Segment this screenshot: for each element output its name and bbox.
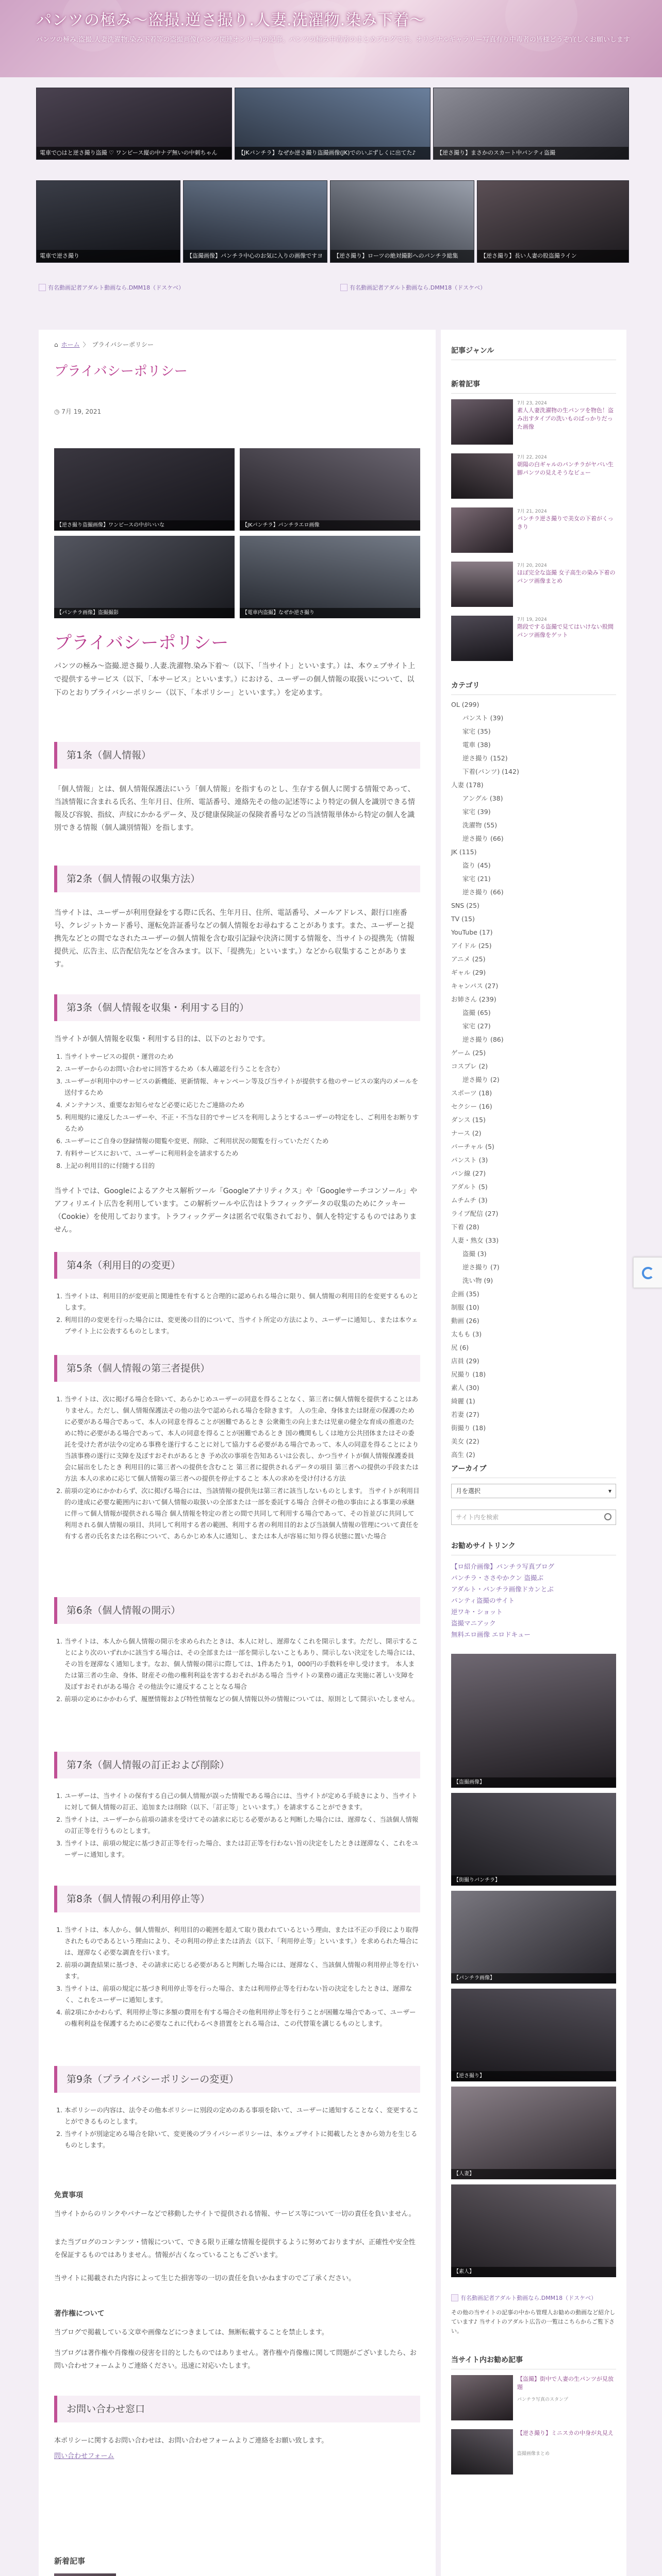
- side-feature-thumb[interactable]: [451, 1654, 616, 1788]
- category-item[interactable]: YouTube (17): [451, 928, 493, 936]
- site-title[interactable]: パンツの極み～盗撮.逆さ撮り.人妻.洗濯物.染み下着～: [36, 11, 426, 29]
- category-item[interactable]: 美女 (22): [451, 1437, 479, 1445]
- section-body: 当サイトでは、Googleによるアクセス解析ツール「Googleアナリティクス」や「Googleサーチコンソール」やアフィリエイト広告を利用しています。この解析ツールや広告はトラフィックデータの収集のためにクッキー（Cookie）を使用しております。トラフィックデータは匿名で収集されており、個人を特定するものではありません。: [54, 1187, 418, 1234]
- contact-heading: お問い合わせ窓口: [54, 2396, 420, 2422]
- thumb-caption: 【逆さ撮り】: [451, 2071, 616, 2081]
- side-feature-thumb[interactable]: [451, 1891, 616, 1984]
- category-item[interactable]: 綺麗 (1): [451, 1397, 475, 1405]
- chevron-down-icon: ▾: [608, 1487, 611, 1495]
- post-title-link[interactable]: 朝陽の白ギャルのパンチラがヤバい生脚パンツの見えそうなビュー: [517, 461, 614, 476]
- category-item[interactable]: 尻 (6): [451, 1344, 469, 1351]
- thumb-caption: 【街撮りパンチラ】: [451, 1875, 616, 1886]
- category-item[interactable]: 洗い物 (9): [462, 1277, 493, 1284]
- section-list: [64, 1291, 420, 1338]
- list-item: 1. 当サイトは、本人から、個人情報が、利用目的の範囲を超えて取り扱われているという理由、または不正の手段により取得されたものであるという理由により、その利用の停止または消去（以下、「利用停止等」といいます。）を求められた場合には、遅滞なく必要な調査を行います。: [64, 1924, 420, 1958]
- category-item[interactable]: ゲーム (25): [451, 1049, 486, 1057]
- breadcrumb-home[interactable]: ホーム: [61, 341, 80, 348]
- side-feature-thumb[interactable]: [451, 1793, 616, 1886]
- category-item[interactable]: 人妻 (178): [451, 781, 484, 789]
- section-heading: 第6条（個人情報の開示）: [54, 1597, 420, 1624]
- category-item[interactable]: コスプレ (2): [451, 1062, 488, 1070]
- category-heading: カテゴリ: [451, 680, 616, 695]
- header-pick-title: 【逆さ撮り】まさかのスカート中パンティ盗撮: [434, 147, 628, 159]
- banner-image-icon: [340, 284, 347, 291]
- list-item: 4. メンテナンス、重要なお知らせなど必要に応じたご連絡のため: [64, 1099, 420, 1111]
- policy-intro: パンツの極み～盗撮.逆さ撮り.人妻.洗濯物.染み下着～（以下、「当サイト」といいます。）は、本ウェブサイト上で提供するサービス（以下、「本サービス」といいます。）における、ユーザーの個人情報の取扱いについて、以下のとおりプライバシーポリシー（以下、「本ポリシー」といいます。）を定めます。: [54, 662, 416, 697]
- mutual-link[interactable]: 無料エロ画像 エロドキュー: [451, 1631, 531, 1638]
- header-pick[interactable]: [330, 180, 474, 263]
- ad-banner[interactable]: [451, 2293, 597, 2303]
- banner-label: 有名動画記者アダルト動画なら.DMM18（ドスケベ）: [350, 284, 486, 291]
- category-item[interactable]: JK (115): [451, 848, 477, 856]
- category-item[interactable]: 家宅 (39): [462, 808, 491, 816]
- category-item[interactable]: パンスト (3): [451, 1156, 488, 1164]
- section-heading: 第5条（個人情報の第三者提供）: [54, 1355, 420, 1382]
- breadcrumb: [54, 340, 154, 349]
- section-list: [64, 1790, 420, 1861]
- section-list: [64, 1394, 420, 1543]
- category-item[interactable]: スポーツ (18): [451, 1089, 492, 1097]
- copyright-heading: 著作権について: [54, 2310, 105, 2318]
- recommended-heading: 当サイト内お勧め記事: [451, 2354, 616, 2369]
- category-item[interactable]: 下着(パンツ) (142): [462, 768, 519, 775]
- mutual-link[interactable]: 逆ワキ・ショット: [451, 1608, 503, 1616]
- list-item: 2. 当サイトが別途定める場合を除いて、変更後のプライバシーポリシーは、本ウェブサイトに掲載したときから効力を生じるものとします。: [64, 2128, 420, 2151]
- mutual-link[interactable]: 盗撮マニアック: [451, 1619, 496, 1627]
- header-pick-title: 【盗撮画像】パンチラ中心のお気に入りの画像ですヨ: [184, 250, 327, 262]
- category-item[interactable]: 逆さ撮り (66): [462, 835, 504, 842]
- category-item[interactable]: 家宅 (35): [462, 727, 491, 735]
- category-item[interactable]: 店員 (29): [451, 1357, 479, 1365]
- thumb-caption: 【JKパンチラ】パンチラエロ画像: [240, 520, 420, 531]
- side-feature-thumb[interactable]: [451, 2087, 616, 2179]
- category-item[interactable]: 逆さ撮り (152): [462, 754, 508, 762]
- search-icon[interactable]: [604, 1513, 611, 1520]
- thumb-caption: 【電車内盗撮】なぜか逆さ撮り: [240, 608, 420, 618]
- list-item: 2. ユーザーからのお問い合わせに回答するため（本人確認を行うことを含む）: [64, 1063, 420, 1075]
- home-icon: ⌂: [54, 341, 58, 348]
- mutual-links: [451, 1561, 616, 1640]
- category-item[interactable]: 家宅 (21): [462, 875, 491, 883]
- banner-label: 有名動画記者アダルト動画なら.DMM18（ドスケベ）: [48, 284, 185, 291]
- list-item[interactable]: [451, 562, 616, 613]
- category-item[interactable]: 逆さ撮り (7): [462, 1263, 500, 1271]
- post-title-link[interactable]: 素人人妻洗濯物の生パンツを物色！盗み出すタイプの洗いものばっかりだった画像: [517, 407, 614, 430]
- breadcrumb-current: プライバシーポリシー: [92, 341, 154, 348]
- category-item[interactable]: 逆さ撮り (2): [462, 1076, 500, 1083]
- category-item[interactable]: 盗り (45): [462, 861, 491, 869]
- list-item: 1. 当サイトは、本人から個人情報の開示を求められたときは、本人に対し、遅滞なくこれを開示します。ただし、開示することにより次のいずれかに該当する場合は、その全部または一部を開示しないこともあり、開示しない決定をした場合には、その旨を遅滞なく通知します。なお、個人情報の開示に際しては、1件あたり1，000円の手数料を申し受けます。 本人または第三者の生命、身体、財産その他の権利利益を害するおそれがある場合 当サイトの業務の適正な実施に著しい支障を及ぼすおそれがある場合 その他法令に違反することとなる場合: [64, 1636, 420, 1692]
- post-title-link[interactable]: 階段でする盗撮で見てはいけない股間パンツ画像をゲット: [517, 623, 614, 638]
- category-item[interactable]: お姉さん (239): [451, 995, 496, 1003]
- category-item[interactable]: 太もも (3): [451, 1330, 482, 1338]
- list-item[interactable]: [451, 616, 616, 667]
- category-item[interactable]: 動画 (26): [451, 1317, 479, 1325]
- header-pick[interactable]: [433, 88, 629, 160]
- list-item: 3. 当サイトは、前項の規定に基づき訂正等を行った場合、または訂正等を行わない旨の決定をしたときは遅滞なく、これをユーザーに通知します。: [64, 1838, 420, 1860]
- post-thumbnail[interactable]: [54, 2573, 116, 2576]
- category-item[interactable]: ダンス (15): [451, 1116, 486, 1124]
- section-heading: 第9条（プライバシーポリシーの変更）: [54, 2066, 420, 2093]
- header-pick-title: 【逆さ撮り】長い人妻の股盗撮ライン: [477, 250, 628, 262]
- thumb-card[interactable]: [240, 536, 420, 618]
- side-feature-thumb[interactable]: [451, 1989, 616, 2081]
- copyright-body: 当ブログは著作権や肖像権の侵害を目的としたものではありません。著作権や肖像権に関して問題がございましたら、お問い合わせフォームよりご連絡ください。迅速に対応いたします。: [54, 2349, 417, 2370]
- category-item[interactable]: 洗濯物 (55): [462, 821, 498, 829]
- contact-body: 本ポリシーに関するお問い合わせは、お問い合わせフォームよりご連絡をお願い致します。: [54, 2437, 328, 2445]
- ad-banner[interactable]: [39, 282, 184, 293]
- post-title-link[interactable]: パンチラ逆さ撮りで美女の下着がくっきり: [517, 515, 614, 530]
- list-item[interactable]: [451, 399, 616, 451]
- thumb-caption: 【パンチラ画像】盗撮撮影: [54, 608, 235, 618]
- search-placeholder: サイト内を検索: [456, 1514, 499, 1521]
- section-heading: 第2条（個人情報の収集方法）: [54, 866, 420, 892]
- section-heading: 第7条（個人情報の訂正および削除）: [54, 1752, 420, 1778]
- category-item[interactable]: 制服 (10): [451, 1303, 479, 1311]
- post-thumbnail[interactable]: [451, 2375, 513, 2420]
- section-body: 当サイトは、ユーザーが利用登録をする際に氏名、生年月日、住所、電話番号、メールアドレス、銀行口座番号、クレジットカード番号、運転免許証番号などの個人情報をお尋ねすることがあります。また、ユーザーと提携先などとの間でなされたユーザーの個人情報を含む取引記録や決済に関する情報を、当サイトの提携先（情報提供元、広告主、広告配信先などを含みます。以下、「提携先」といいます。）などから収集することがあります。: [54, 909, 415, 969]
- category-item[interactable]: OL (299): [451, 701, 479, 708]
- list-item: 8. 上記の利用目的に付随する目的: [64, 1160, 420, 1172]
- disclaimer-body: 当サイトからのリンクやバナーなどで移動したサイトで提供される情報、サービス等について一切の責任を負いません。: [54, 2210, 416, 2218]
- category-item[interactable]: ギャル (29): [451, 969, 486, 976]
- thumb-card[interactable]: [54, 448, 235, 531]
- list-item: 7. 有料サービスにおいて、ユーザーに利用料金を請求するため: [64, 1148, 420, 1159]
- list-item: 2. 前項の定めにかかわらず、履歴情報および特性情報などの個人情報以外の情報については、原則として開示いたしません。: [64, 1693, 420, 1705]
- category-item[interactable]: 電車 (38): [462, 741, 491, 749]
- banner-label: 有名動画記者アダルト動画なら.DMM18（ドスケベ）: [460, 2295, 597, 2301]
- site-description: パンツの極み.盗撮.人妻洗濯物.染み下着等の盗撮画像(パンツ関連オンリー)の記事。パンツの極み中毒者のまとめブログです。オリジナルギャラリー写真有り中毒者の皆様どうぞ宜しくお願いします: [36, 36, 630, 44]
- post-date: [54, 407, 101, 416]
- thumb-card[interactable]: [240, 448, 420, 531]
- list-item[interactable]: [54, 2573, 420, 2576]
- list-item: 2. 利用目的の変更を行った場合には、変更後の目的について、当サイト所定の方法により、ユーザーに通知し、または本ウェブサイト上に公表するものとします。: [64, 1314, 420, 1337]
- list-item[interactable]: [451, 453, 616, 505]
- category-item[interactable]: 逆さ撮り (66): [462, 888, 504, 896]
- thumb-caption: 【逆さ撮り盗撮画像】ワンピースの中がいいな: [54, 520, 235, 531]
- archive-select-value: 月を選択: [456, 1487, 481, 1495]
- post-meta: 盗撮画像まとめ: [517, 2451, 550, 2456]
- post-meta: パンチラ写真のスタンプ: [517, 2397, 569, 2402]
- post-title-link[interactable]: ほぼ完全な盗撮 女子高生の染み下着のパンツ画像まとめ: [517, 569, 616, 584]
- post-date: 7月 19, 2024: [517, 617, 547, 622]
- category-item[interactable]: アダルト (5): [451, 1183, 488, 1191]
- side-feature-thumb[interactable]: [451, 2184, 616, 2277]
- post-date: 7月 23, 2024: [517, 401, 547, 406]
- banner-image-icon: [451, 2294, 458, 2301]
- thumb-card[interactable]: [54, 536, 235, 618]
- category-item[interactable]: ライブ配信 (27): [451, 1210, 499, 1217]
- footer-new-heading: 新着記事: [54, 2556, 86, 2566]
- side-note: その他の当サイトの記事の中から管理人お勧めの動画など紹介しています♪ 当サイトのアダルト広告の一覧はこちらからご覧下さい。: [451, 2309, 616, 2334]
- site-header: [0, 0, 662, 77]
- post-thumbnail[interactable]: [451, 616, 513, 661]
- thumb-caption: 【素人】: [451, 2267, 616, 2277]
- header-pick-title: 電車で逆さ撮り: [37, 250, 180, 262]
- post-thumbnail[interactable]: [451, 399, 513, 445]
- list-item: 6. ユーザーにご自身の登録情報の閲覧や変更、削除、ご利用状況の閲覧を行っていただくため: [64, 1136, 420, 1147]
- sidebar: [441, 330, 626, 2576]
- thumb-caption: 【パンチラ画像】: [451, 1973, 616, 1984]
- header-pick[interactable]: [477, 180, 629, 263]
- list-item: 5. 利用規約に違反したユーザーや、不正・不当な目的でサービスを利用しようとするユーザーの特定をし、ご利用をお断りするため: [64, 1112, 420, 1134]
- category-item[interactable]: ナース (2): [451, 1129, 482, 1137]
- list-item: 3. 当サイトは、前項の規定に基づき利用停止等を行った場合、または利用停止等を行わない旨の決定をしたときは、遅滞なく、これをユーザーに通知します。: [64, 1983, 420, 2006]
- category-item[interactable]: 逆さ撮り (86): [462, 1036, 504, 1043]
- ad-banner[interactable]: [340, 282, 486, 293]
- list-item: 1. 本ポリシーの内容は、法令その他本ポリシーに別段の定めのある事項を除いて、ユーザーに通知することなく、変更することができるものとします。: [64, 2105, 420, 2127]
- category-item[interactable]: 人妻・熟女 (33): [451, 1236, 499, 1244]
- section-heading: 第4条（利用目的の変更）: [54, 1252, 420, 1279]
- category-item[interactable]: 家宅 (27): [462, 1022, 491, 1030]
- list-item: 1. 当サイトは、次に掲げる場合を除いて、あらかじめユーザーの同意を得ることなく、第三者に個人情報を提供することはありません。ただし、個人情報保護法その他の法令で認められる場合を除きます。 人の生命、身体または財産の保護のために必要がある場合であって、本人の同意を得ることが困難であるとき 公衆衛生の向上または児童の健全な育成の推進のために特に必要がある場合であって、本人の同意を得ることが困難であるとき 国の機関もしくは地方公共団体またはその委託を受けた者が法令の定める事務を遂行することに対して協力する必要がある場合であって、本人の同意を得ることにより当該事務の遂行に支障を及ぼすおそれがあるとき 予め次の事項を告知あるいは公表し、かつ当サイトが個人情報保護委員会に届出をしたとき 利用目的に第三者への提供を含むこと 第三者に提供されるデータの項目 第三者への提供の手段または方法 本人の求めに応じて個人情報の第三者への提供を停止すること 本人の求めを受け付ける方法: [64, 1394, 420, 1484]
- archive-select[interactable]: [451, 1484, 616, 1498]
- category-item[interactable]: SNS (25): [451, 902, 479, 909]
- category-item[interactable]: アニメ (25): [451, 955, 486, 963]
- category-item[interactable]: パン線 (27): [451, 1170, 486, 1177]
- category-item[interactable]: アイドル (25): [451, 942, 492, 950]
- category-item[interactable]: 若妻 (27): [451, 1411, 479, 1418]
- header-pick[interactable]: [235, 88, 431, 160]
- list-item: 1. 当サイトサービスの提供・運営のため: [64, 1051, 420, 1062]
- category-item[interactable]: バーチャル (5): [451, 1143, 494, 1150]
- category-item[interactable]: 企画 (35): [451, 1290, 479, 1298]
- mutual-link[interactable]: 【ロ紹介画像】パンチラ写真ブログ: [451, 1563, 555, 1570]
- disclaimer-body: また当ブログのコンテンツ・情報について、できる限り正確な情報を提供するように努めておりますが、正確性や安全性を保証するものではありません。情報が古くなっていることもございます。: [54, 2239, 416, 2259]
- post-date: 7月 21, 2024: [517, 509, 547, 514]
- list-item[interactable]: [451, 2429, 616, 2481]
- list-item: 3. ユーザーが利用中のサービスの新機能、更新情報、キャンペーン等及び当サイトが提供する他のサービスの案内のメールを送付するため: [64, 1076, 420, 1098]
- category-item[interactable]: セクシー (16): [451, 1103, 492, 1110]
- section-heading: 第8条（個人情報の利用停止等）: [54, 1886, 420, 1912]
- genre-heading: 記事ジャンル: [451, 345, 616, 360]
- section-body: 当サイトが個人情報を収集・利用する目的は、以下のとおりです。: [54, 1035, 270, 1043]
- section-heading: 第3条（個人情報を収集・利用する目的）: [54, 994, 420, 1021]
- category-item[interactable]: キャンパス (27): [451, 982, 499, 990]
- category-item[interactable]: ムチムチ (3): [451, 1196, 488, 1204]
- post-thumbnail[interactable]: [451, 507, 513, 553]
- post-title: プライバシーポリシー: [54, 364, 188, 379]
- banner-image-icon: [39, 284, 46, 291]
- header-pick-title: 電車で○はと逆さ撮り盗撮 ♡ ワンピース縦の中ナデ無いの中刺ちゃん: [37, 147, 231, 159]
- purpose-list: [64, 1051, 420, 1173]
- category-item[interactable]: アングル (38): [462, 794, 503, 802]
- post-thumbnail[interactable]: [451, 453, 513, 499]
- category-item[interactable]: 街撮り (18): [451, 1424, 486, 1432]
- category-list: [451, 698, 616, 1462]
- post-date: 7月 20, 2024: [517, 563, 547, 568]
- category-item[interactable]: 高生 (2): [451, 1451, 475, 1459]
- clock-icon: ◷: [54, 408, 62, 415]
- recaptcha-icon: [642, 1267, 654, 1279]
- header-pick-title: 【JKパンチラ】なぜか逆さ撮り盗撮画像(JK)でのいぷずしくに出てた♪: [235, 147, 430, 159]
- list-item: 1. ユーザーは、当サイトの保有する自己の個人情報が誤った情報である場合には、当サイトが定める手続きにより、当サイトに対して個人情報の訂正、追加または削除（以下、「訂正等」といいます。）を請求することができます。: [64, 1790, 420, 1813]
- category-item[interactable]: 盗撮 (65): [462, 1009, 491, 1016]
- section-list: [64, 1924, 420, 2030]
- disclaimer-heading: 免責事項: [54, 2191, 83, 2199]
- thumb-caption: 【盗撮画像】: [451, 1777, 616, 1788]
- list-item: 2. 前項の調査結果に基づき、その請求に応じる必要があると判断した場合には、遅滞なく、当該個人情報の利用停止等を行います。: [64, 1959, 420, 1982]
- category-item[interactable]: TV (15): [451, 915, 475, 923]
- post-title-link[interactable]: 【逆さ撮り】ミニスカの中身が丸見え: [517, 2430, 614, 2436]
- list-item[interactable]: [451, 507, 616, 559]
- section-body: 「個人情報」とは、個人情報保護法にいう「個人情報」を指すものとし、生存する個人に関する情報であって、当該情報に含まれる氏名、生年月日、住所、電話番号、連絡先その他の記述等により特定の個人を識別できる情報及び容貌、指紋、声紋にかかるデータ、及び健康保険証の保険者番号などの当該情報単体から特定の個人を識別できる情報（個人識別情報）を指します。: [54, 785, 415, 832]
- category-item[interactable]: 下着 (28): [451, 1223, 479, 1231]
- list-item: 2. 当サイトは、ユーザーから前項の請求を受けてその請求に応じる必要があると判断した場合には、遅滞なく、当該個人情報の訂正等を行うものとします。: [64, 1814, 420, 1837]
- breadcrumb-separator: 〉: [82, 341, 89, 348]
- archive-heading: アーカイブ: [451, 1463, 616, 1478]
- mutual-link[interactable]: パンチラ・ささやかクン 盗撮ぶ: [451, 1574, 543, 1582]
- disclaimer-body: 当サイトに掲載された内容によって生じた損害等の一切の責任を負いかねますのでご了承ください。: [54, 2275, 356, 2282]
- category-item[interactable]: 尻撮り (18): [451, 1370, 486, 1378]
- category-item[interactable]: 盗撮 (3): [462, 1250, 487, 1258]
- post-thumbnail[interactable]: [451, 2429, 513, 2475]
- header-pick[interactable]: [183, 180, 327, 263]
- policy-heading: プライバシーポリシー: [54, 633, 229, 653]
- header-pick-title: 【逆さ撮り】ローツの絶対撮影へのパンチラ総集: [330, 250, 474, 262]
- main-content: [39, 330, 436, 2576]
- list-item[interactable]: [451, 2375, 616, 2427]
- search-input[interactable]: [451, 1510, 616, 1525]
- post-date-value: 7月 19, 2021: [61, 408, 102, 415]
- list-item: 1. 当サイトは、利用目的が変更前と関連性を有すると合理的に認められる場合に限り、個人情報の利用目的を変更するものとします。: [64, 1291, 420, 1313]
- category-item[interactable]: パンスト (39): [462, 714, 504, 722]
- header-pick[interactable]: [36, 88, 232, 160]
- recaptcha-badge[interactable]: [633, 1257, 662, 1288]
- category-item[interactable]: 素人 (30): [451, 1384, 479, 1392]
- header-pick[interactable]: [36, 180, 180, 263]
- section-list: [64, 2105, 420, 2152]
- post-title-link[interactable]: 【盗撮】街中で人妻の生パンツが見放題: [517, 2376, 614, 2391]
- list-item: 4. 前2項にかかわらず、利用停止等に多額の費用を有する場合その他利用停止等を行うことが困難な場合であって、ユーザーの権利利益を保護するために必要なこれに代わるべき措置をとれる場合は、この代替策を講じるものとします。: [64, 2007, 420, 2029]
- thumb-caption: 【人妻】: [451, 2169, 616, 2179]
- post-date: 7月 22, 2024: [517, 455, 547, 460]
- section-heading: 第1条（個人情報）: [54, 742, 420, 769]
- post-thumbnail[interactable]: [451, 562, 513, 607]
- mutual-link[interactable]: アダルト・パンチラ画像ドカンとぶ: [451, 1585, 554, 1593]
- new-posts-heading: 新着記事: [451, 379, 616, 394]
- copyright-body: 当ブログで掲載している文章や画像などにつきましては、無断転載することを禁止します。: [54, 2329, 328, 2336]
- contact-form-link[interactable]: 問い合わせフォーム: [54, 2452, 114, 2460]
- mutual-link[interactable]: パンティ盗撮のサイト: [451, 1597, 515, 1604]
- list-item: 2. 前項の定めにかかわらず、次に掲げる場合には、当該情報の提供先は第三者に該当しないものとします。 当サイトが利用目的の達成に必要な範囲内において個人情報の取扱いの全部または一部を委託する場合 合併その他の事由による事業の承継に伴って個人情報が提供される場合 個人情報を特定の者との間で共同して利用する場合であって、その旨並びに共同して利用される個人情報の項目、共同して利用する者の範囲、利用する者の利用目的および当該個人情報の管理について責任を有する者の氏名または名称について、あらかじめ本人に通知し、または本人が容易に知り得る状態に置いた場合: [64, 1485, 420, 1542]
- mutual-links-heading: お勧めサイトリンク: [451, 1540, 616, 1555]
- section-list: [64, 1636, 420, 1706]
